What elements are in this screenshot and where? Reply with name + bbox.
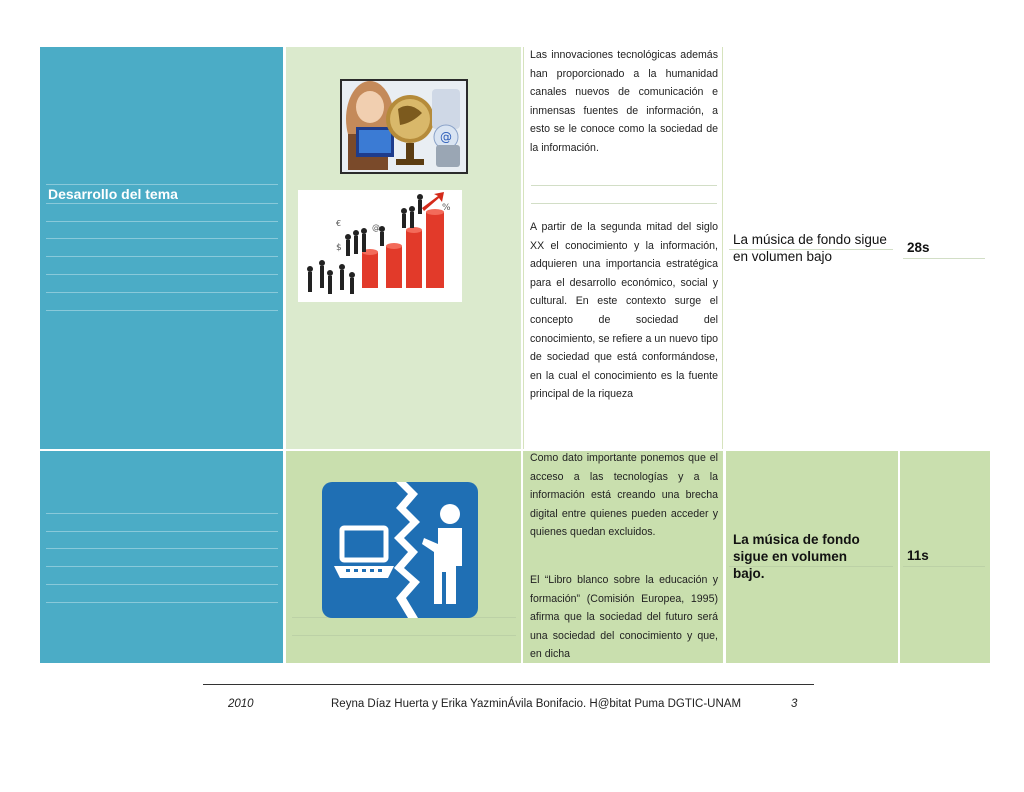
svg-text:€: € — [336, 219, 342, 228]
svg-text:$: $ — [336, 243, 342, 253]
music-note-1: La música de fondo sigue en volumen bajo — [733, 232, 887, 264]
duration-1: 28s — [907, 240, 930, 255]
footer-divider — [203, 684, 814, 685]
footer-authors: Reyna Díaz Huerta y Erika YazminÁvila Bonifacio. H@bitat Puma DGTIC-UNAM — [331, 698, 742, 710]
paragraph-3: Como dato importante ponemos que el acceso a las tecnologías y a la información está creando una brecha digital entre quienes pueden acceder y quienes quedan excluidos. — [530, 452, 718, 539]
footer-page-number: 3 — [791, 698, 798, 710]
section-cell-2 — [40, 451, 283, 663]
growth-chart-people-image — [298, 190, 462, 302]
duration-2: 11s — [907, 548, 929, 563]
paragraph-2: A partir de la segunda mitad del siglo XX el conocimiento y la información, adquieren una importancia estratégica para el desarrollo económico, social y cultural. En este contexto surge el concepto de sociedad del conocimiento, se refiere a un nuevo tipo de sociedad que está conformándose, en la cual el conocimiento es la fuente principal de la riqueza — [530, 221, 718, 401]
paragraph-1: Las innovaciones tecnológicas además han proporcionado a la humanidad canales nuevos de comunicación e inmensas fuentes de información, a esto se le conoce como la sociedad de la información. — [530, 49, 718, 154]
section-cell-1 — [40, 47, 283, 449]
woman-globe-computer-image — [340, 79, 468, 174]
section-title: Desarrollo del tema — [48, 186, 178, 202]
paragraph-4: El “Libro blanco sobre la educación y formación” (Comisión Europea, 1995) afirma que la sociedad del futuro será una sociedad del conocimiento y que, en dicha — [530, 574, 718, 661]
svg-text:@: @ — [440, 130, 452, 144]
digital-divide-icon — [322, 482, 478, 618]
svg-text:@: @ — [372, 223, 380, 232]
music-note-2: La música de fondo sigue en volumen bajo. — [733, 532, 860, 581]
svg-text:%: % — [442, 203, 451, 213]
footer-year: 2010 — [228, 698, 254, 710]
